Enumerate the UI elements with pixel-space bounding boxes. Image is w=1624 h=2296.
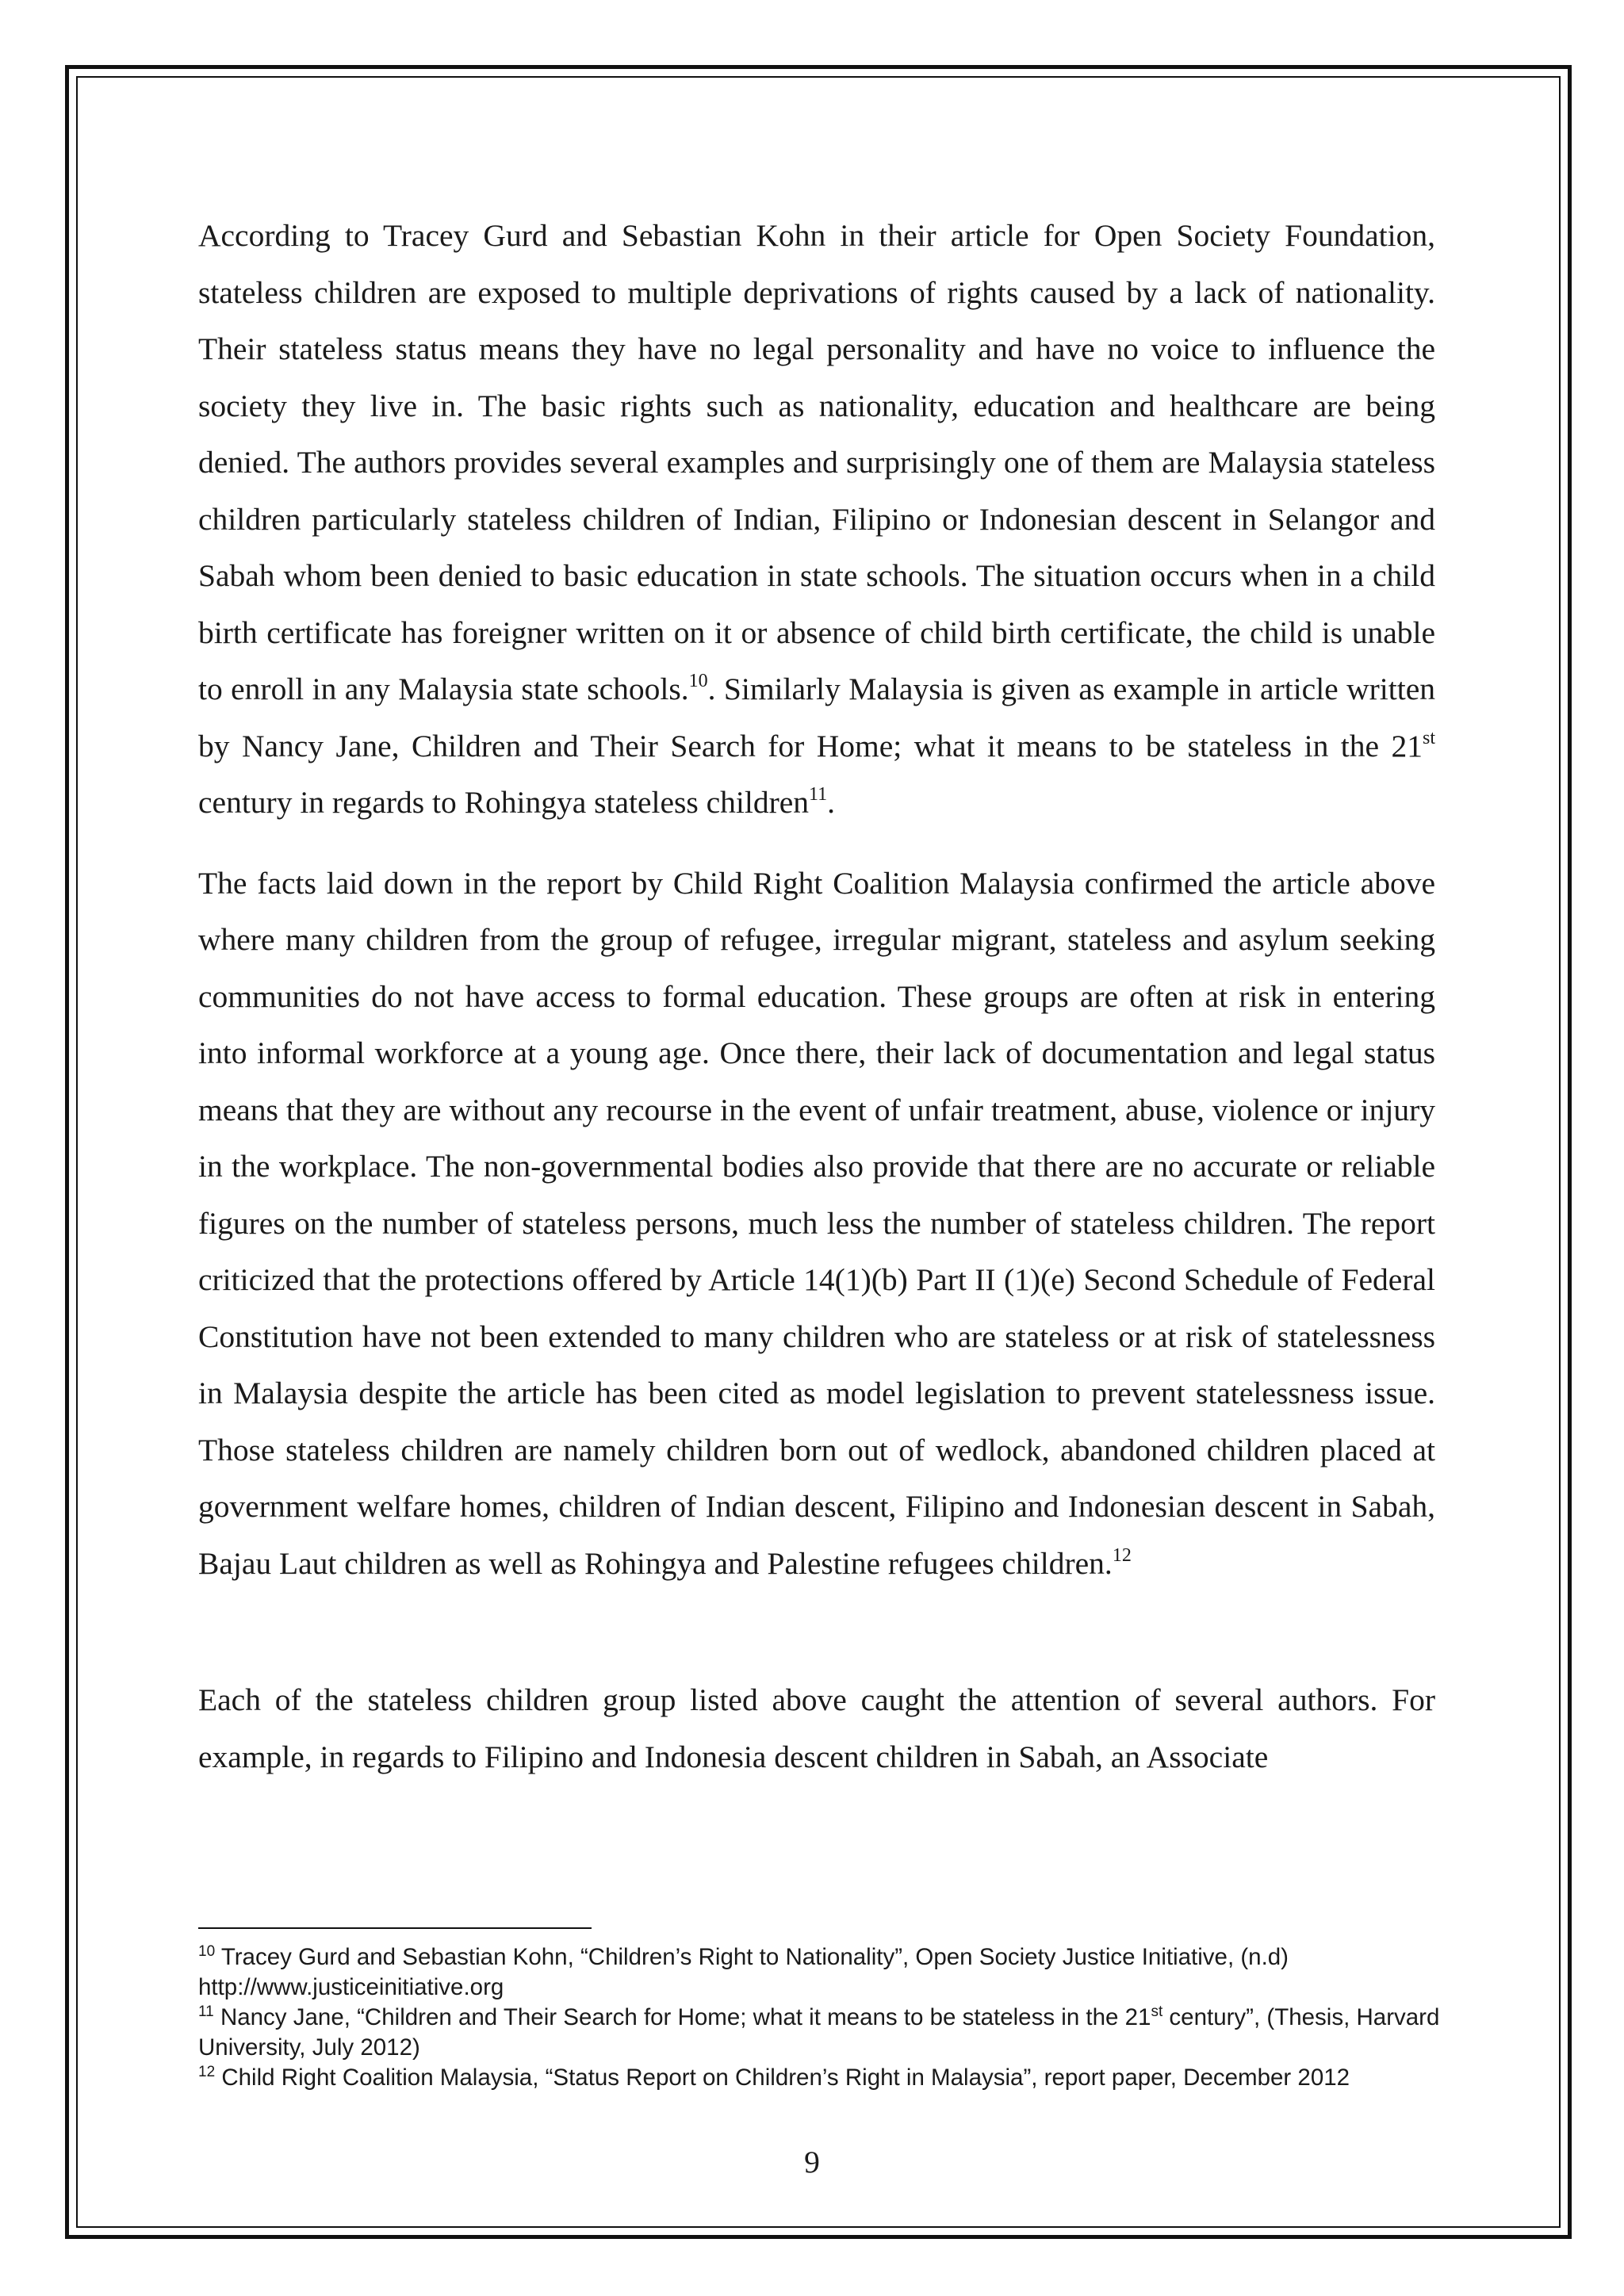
ordinal-superscript: st [1422,727,1435,748]
footnote-number: 11 [198,2003,214,2020]
footnote-text: Child Right Coalition Malaysia, “Status Report on Children’s Right in Malaysia”, report paper, December 2012 [221,2064,1350,2091]
paragraph-1 [198,208,1435,832]
paragraph-2 [198,855,1435,1593]
ordinal-superscript: st [1151,2003,1163,2020]
footnote-number: 12 [198,2064,216,2080]
footnote-text: Nancy Jane, “Children and Their Search for Home; what it means to be stateless in the 21 [220,2004,1151,2030]
footnote-number: 10 [198,1943,216,1960]
paragraph-3 [198,1672,1435,1785]
footnote-11 [198,2003,1451,2063]
footnote-ref-12: 12 [1112,1544,1132,1566]
paragraph-1-text: . Similarly Malaysia is given as example in article written by Nancy Jane, Children and Their Search for Home; what it means to be stateless in the 21 [198,672,1435,763]
footnote-text: Tracey Gurd and Sebastian Kohn, “Children’s Right to Nationality”, Open Society Justice Initiative, (n.d) [220,1944,1289,1970]
paragraph-2-text: The facts laid down in the report by Child Right Coalition Malaysia confirmed the article above where many children from the group of refugee, irregular migrant, stateless and asylum seeking communities do not have access to formal education. These groups are often at risk in entering into informal workforce at a young age. Once there, their lack of documentation and legal status means that they are without any recourse in the event of unfair treatment, abuse, violence or injury in the workplace. The non-governmental bodies also provide that there are no accurate or reliable figures on the number of stateless persons, much less the number of stateless children. The report criticized that the protections offered by Article 14(1)(b) Part II (1)(e) Second Schedule of Federal Constitution have not been extended to many children who are stateless or at risk of statelessness in Malaysia despite the article has been cited as model legislation to prevent statelessness issue. Those stateless children are namely children born out of wedlock, abandoned children placed at government welfare homes, children of Indian descent, Filipino and Indonesian descent in Sabah, Bajau Laut children as well as Rohingya and Palestine refugees children. [198,865,1435,1581]
footnote-text: century”, (Thesis, Harvard University, July 2012) [198,2004,1440,2061]
paragraph-1-text: According to Tracey Gurd and Sebastian Kohn in their article for Open Society Foundation, stateless children are exposed to multiple deprivations of rights caused by a lack of nationality. Their stateless status means they have no legal personality and have no voice to influence the society they live in. The basic rights such as nationality, education and healthcare are being denied. The authors provides several examples and surprisingly one of them are Malaysia stateless children particularly stateless children of Indian, Filipino or Indonesian descent in Selangor and Sabah whom been denied to basic education in state schools. The situation occurs when in a child birth certificate has foreigner written on it or absence of child birth certificate, the child is unable to enroll in any Malaysia state schools. [198,218,1435,706]
footnote-ref-10: 10 [688,671,708,691]
footnote-10 [198,1942,1451,2003]
page-number: 9 [804,2145,820,2179]
paragraph-1-text: century in regards to Rohingya stateless children [198,785,810,820]
paragraph-1-text: . [827,785,836,820]
main-content [198,208,1435,1785]
footnote-separator [198,1927,592,1929]
footnote-link[interactable]: http://www.justiceinitiative.org [198,1974,504,2000]
paragraph-3-text: Each of the stateless children group listed above caught the attention of several authors. For example, in regards to Filipino and Indonesia descent children in Sabah, an Associate [198,1682,1435,1774]
footnote-ref-11: 11 [809,784,828,805]
footnotes [198,1942,1451,2093]
footnote-12 [198,2063,1451,2093]
